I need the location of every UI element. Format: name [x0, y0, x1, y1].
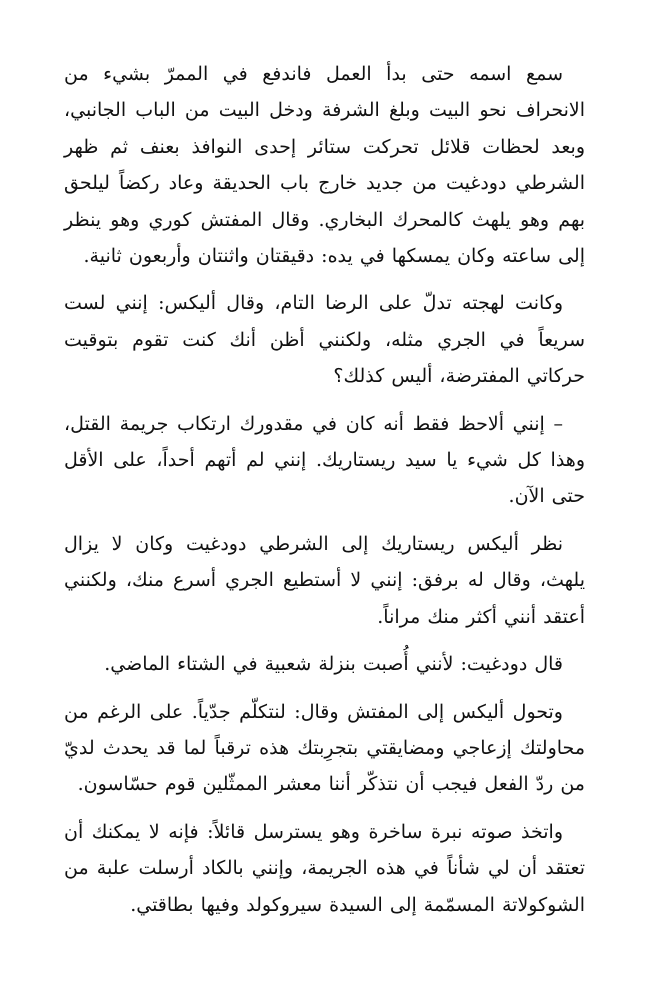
- paragraph-4: نظر أليكس ريستاريك إلى الشرطي دودغيت وكان لا يزال يلهث، وقال له برفق: إنني لا أستطيع الجري أسرع منك، ولكنني أعتقد أنني أكثر منك مراناً.: [64, 532, 585, 628]
- paragraph-2: وكانت لهجته تدلّ على الرضا التام، وقال أليكس: إنني لست سريعاً في الجري مثله، ولكنني أظن أنك كنت تقوم بتوقيت حركاتي المفترضة، أليس كذلك؟: [64, 292, 585, 388]
- paragraph-3: – إنني ألاحظ فقط أنه كان في مقدورك ارتكاب جريمة القتل، وهذا كل شيء يا سيد ريستاريك. إنني لم أتهم أحداً، على الأقل حتى الآن.: [64, 412, 585, 508]
- paragraph-1: سمع اسمه حتى بدأ العمل فاندفع في الممرّ بشيء من الانحراف نحو البيت وبلغ الشرفة ودخل البيت من الباب الجانبي، وبعد لحظات قلائل تحركت ستائر إحدى النوافذ بعنف ثم ظهر الشرطي دودغيت من جديد خارج باب الحديقة وعاد ركضاً ليلحق بهم وهو يلهث كالمحرك البخاري. وقال المفتش كوري وهو ينظر إلى ساعته وكان يمسكها في يده: دقيقتان واثنتان وأربعون ثانية.: [64, 63, 585, 268]
- paragraph-7: واتخذ صوته نبرة ساخرة وهو يسترسل قائلاً: فإنه لا يمكنك أن تعتقد أن لي شأناً في هذه الجريمة، وإنني بالكاد أرسلت علبة من الشوكولاتة المسمّمة إلى السيدة سيروكولد وفيها بطاقتي.: [64, 820, 585, 916]
- paragraph-5: قال دودغيت: لأنني أُصبت بنزلة شعبية في الشتاء الماضي.: [104, 653, 563, 676]
- paragraph-6: وتحول أليكس إلى المفتش وقال: لنتكلّم جدّياً. على الرغم من محاولتك إزعاجي ومضايقتي بتجرِبتك هذه ترقباً لما قد يحدث لديّ من ردّ الفعل فيجب أن نتذكّر أننا معشر الممثّلين قوم حسّاسون.: [64, 700, 585, 796]
